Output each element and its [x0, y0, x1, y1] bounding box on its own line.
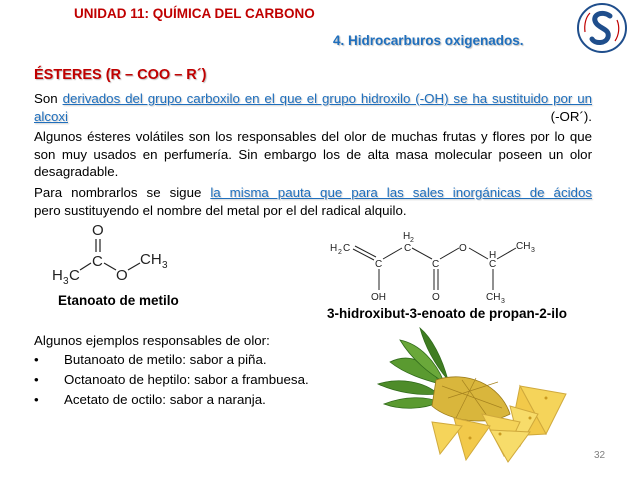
mol2-ch3-bottom: CH	[486, 292, 501, 303]
mol2-carbon-1: C	[375, 259, 383, 270]
paragraph-definition-text-after: (-OR´).	[68, 108, 592, 124]
mol2-isopropyl-c: C	[489, 259, 497, 270]
paragraph-definition-highlight: derivados del grupo carboxilo en el que el grupo hidroxilo (-OH) se ha sustituido por un alcoxi	[34, 91, 593, 124]
mol2-ch2-c: C	[404, 243, 412, 254]
mol2-isopropyl-h: H	[489, 250, 497, 261]
bullet: •	[34, 352, 39, 367]
section-heading: ÉSTERES (R – COO – R´)	[34, 67, 207, 83]
caption-methyl-ethanoate: Etanoato de metilo	[58, 293, 179, 308]
mol1-h3c-c: C	[69, 267, 80, 284]
mol2-carbon-3: C	[432, 259, 440, 270]
paragraph-naming-highlight: la misma pauta que para las sales inorgánicas de ácidos	[210, 185, 592, 200]
list-item-text: Octanoato de heptilo: sabor a frambuesa.	[64, 372, 309, 387]
list-item	[34, 350, 309, 370]
examples-intro: Algunos ejemplos responsables de olor:	[34, 333, 270, 348]
mol2-h2c-c: C	[343, 243, 351, 254]
mol2-oxygen-ester: O	[459, 243, 467, 254]
examples-list	[34, 350, 309, 410]
section-title: 4. Hidrocarburos oxigenados.	[333, 33, 524, 48]
mol2-h2c-sub: 2	[338, 249, 342, 256]
paragraph-naming	[34, 184, 592, 219]
mol2-ch2-h: H	[403, 231, 411, 242]
bullet: •	[34, 392, 39, 407]
mol1-carbon: C	[92, 253, 103, 270]
pineapple-image	[370, 322, 570, 466]
paragraph-definition-text-before: Son	[34, 91, 63, 106]
paragraph-volatile-esters: Algunos ésteres volátiles son los responsables del olor de muchas frutas y flores por lo que son muy usados en perfumería. Sin embargo los de alta masa molecular poseen un olor desagradable.	[34, 129, 592, 179]
mol2-hydroxyl: OH	[371, 292, 386, 303]
mol1-ch3-sub: 3	[162, 260, 168, 271]
methyl-ethanoate-structure	[48, 222, 180, 284]
bullet: •	[34, 372, 39, 387]
mol1-ch3: CH	[140, 251, 162, 268]
paragraph-definition	[34, 90, 592, 125]
paragraph-definition-line1	[34, 90, 592, 125]
mol2-ch3-bottom-sub: 3	[501, 298, 505, 305]
mol2-ch3-top-sub: 3	[531, 247, 535, 254]
caption-hydroxybutenoate: 3-hidroxibut-3-enoato de propan-2-ilo	[327, 306, 567, 321]
school-logo-icon	[576, 2, 628, 54]
page-number: 32	[594, 450, 606, 461]
mol1-oxygen-top: O	[92, 222, 104, 239]
mol2-ch2-sub: 2	[410, 237, 414, 244]
list-item	[34, 390, 309, 410]
unit-title: UNIDAD 11: QUÍMICA DEL CARBONO	[74, 6, 315, 21]
mol1-h3c-h: H	[52, 267, 63, 284]
mol1-oxygen-ester: O	[116, 267, 128, 284]
mol2-oxygen-carbonyl: O	[432, 292, 440, 303]
mol2-h2c-h: H	[330, 243, 338, 254]
list-item-text: Acetato de octilo: sabor a naranja.	[64, 392, 266, 407]
paragraph-naming-line2: pero sustituyendo el nombre del metal por el del radical alquilo.	[34, 202, 407, 218]
list-item-text: Butanoato de metilo: sabor a piña.	[64, 352, 267, 367]
mol1-h3c-sub: 3	[63, 276, 69, 284]
paragraph-naming-line1	[34, 184, 592, 202]
paragraph-naming-text-before: Para nombrarlos se sigue	[34, 185, 211, 200]
hydroxybutenoate-structure	[328, 227, 560, 305]
list-item	[34, 370, 309, 390]
mol2-ch3-top: CH	[516, 241, 531, 252]
